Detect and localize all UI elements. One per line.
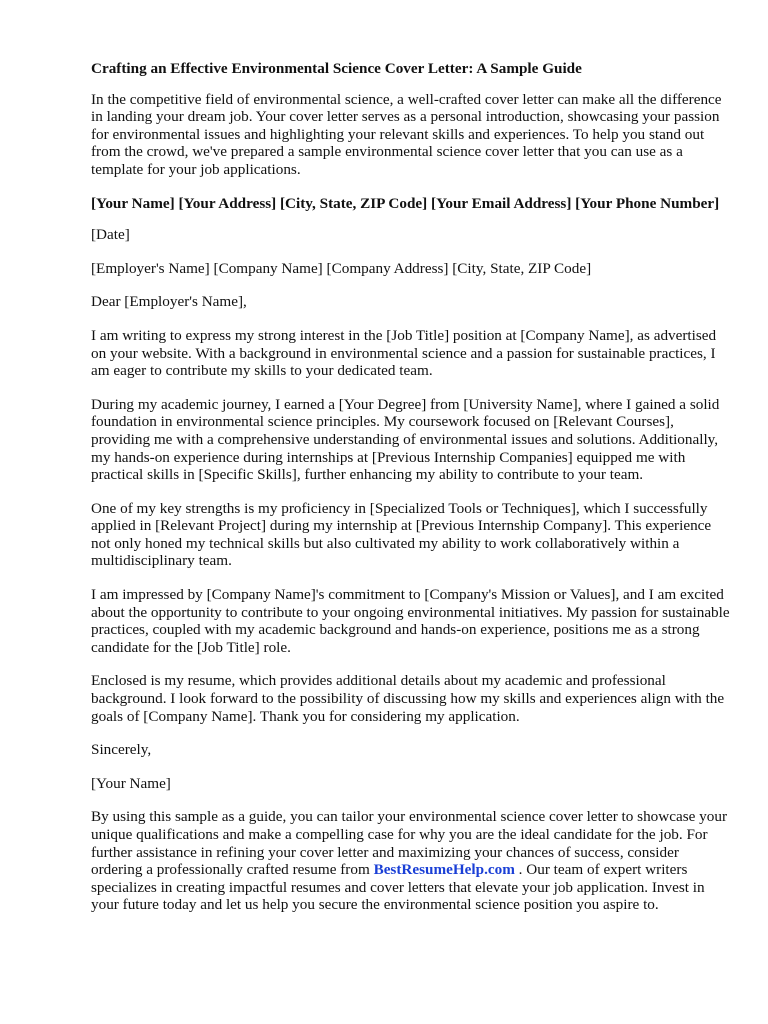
- letter-paragraph-5: Enclosed is my resume, which provides additional details about my academic and professional background. I look forward to the possibility of discussing how my skills and experiences align with the goals of [Company Name]. Thank you for considering my application.: [91, 672, 725, 725]
- employer-block: [Employer's Name] [Company Name] [Company Address] [City, State, ZIP Code]: [91, 259, 592, 277]
- document-title: Crafting an Effective Environmental Science Cover Letter: A Sample Guide: [91, 60, 582, 77]
- outro-text-after-link: . Our team of expert writers specializes in creating impactful resumes and cover letters that elevate your job application. Invest in your future today and let us help you secure the environmental science position you aspire to.: [91, 861, 705, 914]
- salutation: Dear [Employer's Name],: [91, 293, 247, 311]
- outro-paragraph: [91, 808, 731, 914]
- signature: [Your Name]: [91, 774, 171, 792]
- letter-paragraph-2: During my academic journey, I earned a [Your Degree] from [University Name], where I gained a solid foundation in environmental science principles. My coursework focused on [Relevant Courses], providing me with a comprehensive understanding of environmental issues and solutions. Additionally, my hands-on experience during internships at [Previous Internship Companies] equipped me with practical skills in [Specific Skills], further enhancing my ability to contribute to your team.: [91, 395, 720, 484]
- intro-paragraph: In the competitive field of environmental science, a well-crafted cover letter can make all the difference in landing your dream job. Your cover letter serves as a personal introduction, showcasing your passion for environmental issues and highlighting your relevant skills and experiences. To help you stand out from the crowd, we've prepared a sample environmental science cover letter that you can use as a template for your job applications.: [91, 90, 722, 178]
- letter-paragraph-4: I am impressed by [Company Name]'s commitment to [Company's Mission or Values], and I am excited about the opportunity to contribute to your ongoing environmental initiatives. My passion for sustainable practices, coupled with my academic background and hands-on experience, positions me as a strong candidate for the [Job Title] role.: [91, 586, 730, 656]
- outro-text-before-link: By using this sample as a guide, you can tailor your environmental science cover letter to showcase your unique qualifications and make a compelling case for why you are the ideal candidate for the job. For further assistance in refining your cover letter and maximizing your chances of success, consider ordering a professionally crafted resume from: [91, 808, 728, 879]
- best-resume-help-link[interactable]: BestResumeHelp.com: [373, 861, 515, 879]
- sender-header: [Your Name] [Your Address] [City, State, ZIP Code] [Your Email Address] [Your Phone Number]: [91, 194, 720, 212]
- closing: Sincerely,: [91, 741, 152, 759]
- letter-paragraph-3: One of my key strengths is my proficiency in [Specialized Tools or Techniques], which I successfully applied in [Relevant Project] during my internship at [Previous Internship Company]. This experience not only honed my technical skills but also cultivated my ability to work collaboratively within a multidisciplinary team.: [91, 499, 712, 570]
- document-page: [91, 60, 731, 930]
- letter-paragraph-1: I am writing to express my strong interest in the [Job Title] position at [Company Name], as advertised on your website. With a background in environmental science and a passion for sustainable practices, I am eager to contribute my skills to your dedicated team.: [91, 326, 717, 380]
- date-line: [Date]: [91, 226, 130, 244]
